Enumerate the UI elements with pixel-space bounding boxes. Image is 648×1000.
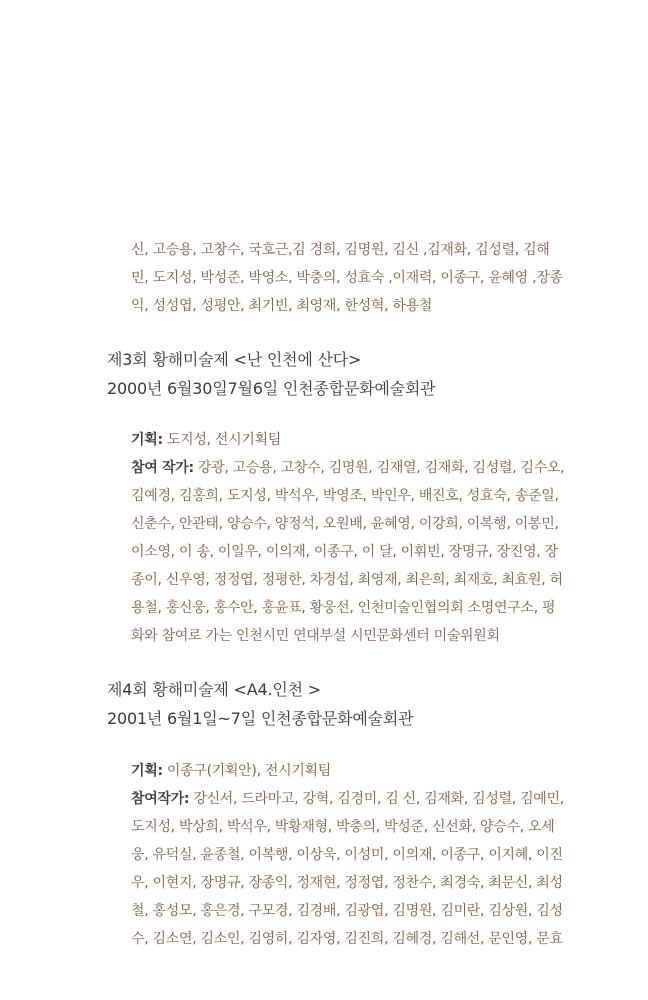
participants-line	[131, 785, 601, 813]
participants-line: 도지성, 박상희, 박석우, 박황재형, 박충의, 박성준, 신선화, 양승수, 오세	[131, 819, 555, 835]
participants-line: 익, 성성엽, 성평안, 최기빈, 최영재, 한성혁, 하용철	[131, 298, 433, 314]
participants-line: 용철, 홍신웅, 홍수안, 홍윤표, 황웅선, 인천미술인협의회 소명연구소, 평	[131, 600, 556, 616]
participants-line: 수, 김소연, 김소인, 김영히, 김자영, 김진희, 김혜경, 김해선, 문인영, 문효	[131, 931, 563, 947]
section-date-venue: 2001년 6월1일~7일 인천종합문화예술회관	[107, 709, 414, 728]
participants-line: 민, 도지성, 박성준, 박영소, 박충의, 성효숙 ,이재력, 이종구, 윤혜영 ,장종	[131, 270, 563, 286]
participants-label: 참여작가:	[131, 791, 190, 807]
section-2-participants-continued	[131, 236, 601, 320]
section-date-venue: 2000년 6월30일7월6일 인천종합문화예술회관	[107, 379, 436, 398]
participants-text: 강신서, 드라마고, 강혁, 김경미, 김 신, 김재화, 김성렬, 김예민,	[189, 791, 564, 807]
section-title: 제3회 황해미술제 <난 인천에 산다>	[107, 350, 362, 369]
planning-line	[131, 426, 601, 454]
participants-label: 참여 작가:	[131, 460, 194, 476]
section-title: 제4회 황해미술제 <A4.인천 >	[107, 680, 321, 699]
planning-value: 이종구(기획안), 전시기획팀	[162, 763, 331, 779]
participants-line: 화와 참여로 가는 인천시민 연대부설 시민문화센터 미술위원회	[131, 628, 500, 644]
participants-line: 종이, 신우영, 정정엽, 정평한, 차경섭, 최영재, 최은희, 최재호, 최효원, 허	[131, 572, 563, 588]
section-3-body	[131, 426, 601, 650]
section-4-header	[107, 677, 607, 731]
participants-line	[131, 454, 601, 482]
participants-line: 이소영, 이 송, 이일우, 이의재, 이종구, 이 달, 이휘빈, 장명규, 장진영, 장	[131, 544, 558, 560]
participants-line: 웅, 유덕실, 윤종철, 이복행, 이상욱, 이성미, 이의재, 이종구, 이지혜, 이진	[131, 847, 563, 863]
planning-line	[131, 757, 601, 785]
section-3-header	[107, 347, 607, 401]
participants-line: 우, 이현지, 장명규, 장종익, 정재현, 정정엽, 정찬수, 최경숙, 최문신, 최성	[131, 875, 563, 891]
planning-label: 기획:	[131, 763, 163, 779]
participants-line: 신, 고승용, 고창수, 국호근,김 경희, 김명원, 김신 ,김재화, 김성렬, 김해	[131, 242, 550, 258]
planning-label: 기획:	[131, 432, 163, 448]
participants-line: 철, 홍성모, 홍은경, 구모경, 김경배, 김광엽, 김명원, 김미란, 김상원, 김성	[131, 903, 563, 919]
section-4-body	[131, 757, 601, 953]
participants-line: 신춘수, 안관태, 양승수, 양정석, 오원배, 윤혜영, 이강희, 이복행, 이봉민,	[131, 516, 559, 532]
participants-line: 김예경, 김홍희, 도지성, 박석우, 박영조, 박인우, 배진호, 성효숙, 송준일,	[131, 488, 559, 504]
planning-value: 도지성, 선시기획팀	[162, 432, 281, 448]
participants-text: 강광, 고승용, 고창수, 김명원, 김재열, 김재화, 김성렬, 김수오,	[193, 460, 565, 476]
